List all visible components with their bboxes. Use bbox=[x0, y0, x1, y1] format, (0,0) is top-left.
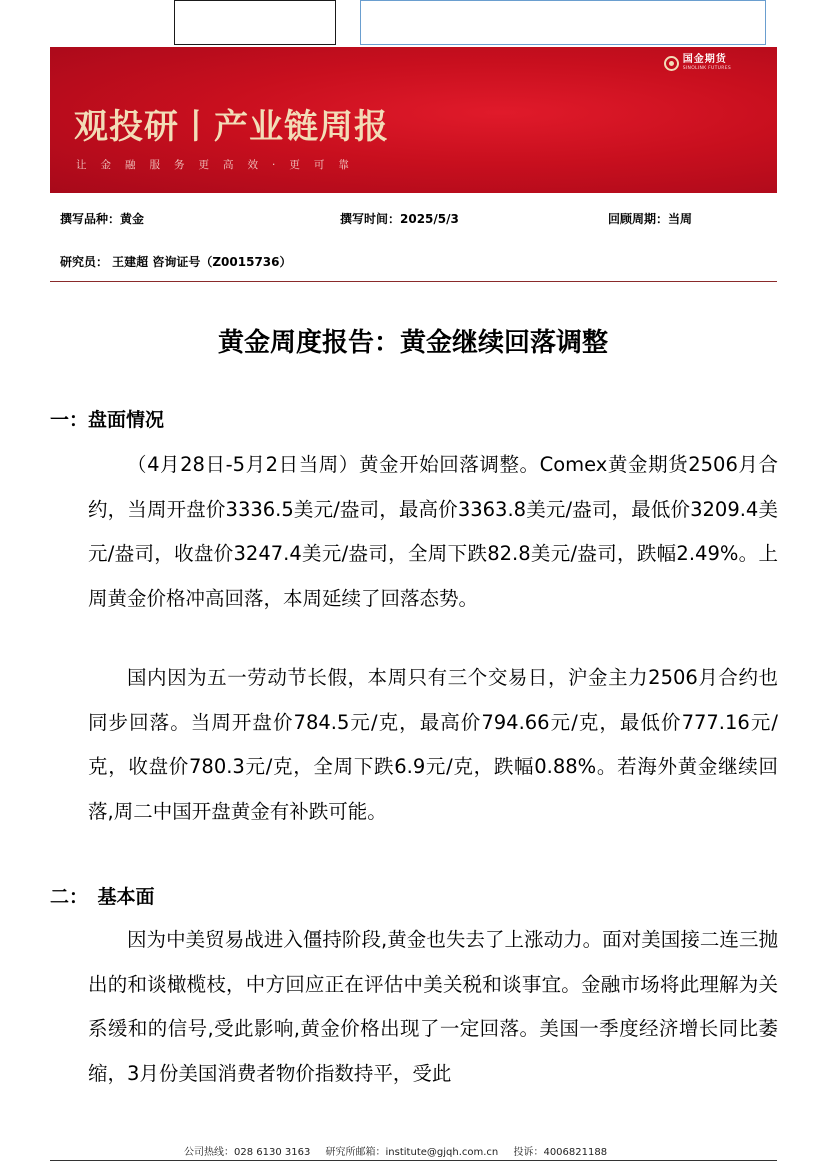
meta-period: 回顾周期：当周 bbox=[608, 212, 693, 226]
page-footer bbox=[184, 1143, 619, 1158]
meta-researcher: 研究员： 王建超 咨询证号（Z0015736） bbox=[60, 255, 292, 269]
meta-time: 撰写时间：2025/5/3 bbox=[340, 212, 459, 226]
header-blank-box-right bbox=[360, 0, 766, 45]
footer-complaint: 投诉：4006821188 bbox=[513, 1147, 608, 1158]
paragraph-fundamentals: 因为中美贸易战进入僵持阶段,黄金也失去了上涨动力。面对美国接二连三抛出的和谈橄榄枝，中方回应正在评估中美关税和谈事宜。金融市场将此理解为关系缓和的信号,受此影响,黄金价格出现了一定回落。美国一季度经济增长同比萎缩，3月份美国消费者物价指数持平，受此 bbox=[88, 928, 778, 1085]
header-divider bbox=[50, 281, 777, 282]
header-blank-box-left bbox=[174, 0, 336, 45]
company-logo bbox=[664, 55, 731, 72]
footer-divider bbox=[50, 1160, 777, 1161]
paragraph-market-domestic: 国内因为五一劳动节长假，本周只有三个交易日，沪金主力2506月合约也同步回落。当周开盘价784.5元/克，最高价794.66元/克，最低价777.16元/克，收盘价780.3元/克，全周下跌6.9元/克，跌幅0.88%。若海外黄金继续回落,周二中国开盘黄金有补跌可能。 bbox=[88, 666, 778, 823]
banner-subtitle: 让金融服务更高效·更可靠 bbox=[76, 159, 363, 171]
banner-title: 观投研丨产业链周报 bbox=[74, 107, 389, 147]
logo-name-en: SINOLINK FUTURES bbox=[682, 66, 731, 71]
logo-circle-icon bbox=[664, 56, 679, 71]
section-heading-market: 一：盘面情况 bbox=[50, 409, 165, 431]
report-banner bbox=[50, 47, 777, 193]
section-heading-fundamentals: 二： 基本面 bbox=[50, 886, 155, 908]
paragraph-market-comex: （4月28日-5月2日当周）黄金开始回落调整。Comex黄金期货2506月合约，当周开盘价3336.5美元/盎司，最高价3363.8美元/盎司，最低价3209.4美元/盎司，收盘价3247.4美元/盎司，全周下跌82.8美元/盎司，跌幅2.49%。上周黄金价格冲高回落，本周延续了回落态势。 bbox=[88, 453, 778, 610]
footer-email: 研究所邮箱：institute@gjqh.com.cn bbox=[325, 1147, 499, 1158]
meta-variety: 撰写品种：黄金 bbox=[60, 212, 145, 226]
logo-name-cn: 国金期货 bbox=[682, 54, 727, 65]
footer-hotline: 公司热线：028 6130 3163 bbox=[184, 1147, 311, 1158]
document-title: 黄金周度报告：黄金继续回落调整 bbox=[217, 328, 608, 358]
